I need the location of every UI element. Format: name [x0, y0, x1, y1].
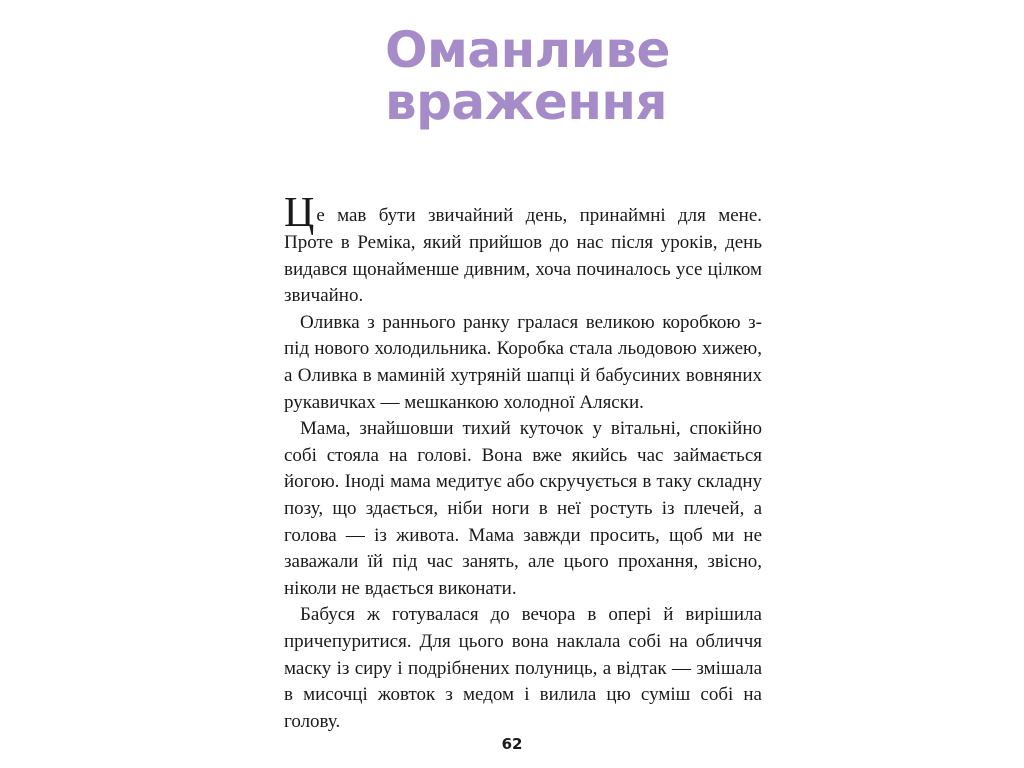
page-number: 62: [501, 735, 523, 753]
paragraph-3: Мама, знайшовши тихий куточок у вітальні, спокійно собі стояла на голові. Вона вже якийсь час займається йогою. Іноді мама медитує або скручується в таку складну позу, що здається, ніби ноги в неї ростуть із плечей, а голова — із живота. Мама завжди просить, щоб ми не заважали їй під час занять, але цього прохання, звісно, ніколи не вдається виконати.: [284, 418, 762, 599]
paragraph-1-text: е мав бути звичайний день, принаймні для мене. Проте в Реміка, який прийшов до нас після уроків, день видався щонайменше дивним, хоча починалось усе цілком звичайно.: [284, 205, 762, 307]
chapter-title-line-1: Оманливе: [385, 21, 670, 79]
chapter-title-line-2: враження: [385, 73, 668, 131]
paragraph-2: Оливка з раннього ранку гралася великою коробкою з-під нового холодильника. Коробка стала льодовою хижею, а Оливка в маминій хутряній шапці й бабусиних вовняних рукавичках — мешканкою холодної Аляски.: [284, 311, 762, 413]
paragraph-4: Бабуся ж готувалася до вечора в опері й вирішила причепуритися. Для цього вона наклала собі на обличчя маску із сиру і подрібнених полуниць, а відтак — змішала в мисочці жовток з медом і вилила цю суміш собі на голову.: [284, 604, 762, 732]
drop-cap: Ц: [284, 190, 315, 236]
chapter-body: [284, 190, 762, 735]
paragraph-1: [284, 190, 762, 310]
chapter-title: [385, 21, 670, 131]
